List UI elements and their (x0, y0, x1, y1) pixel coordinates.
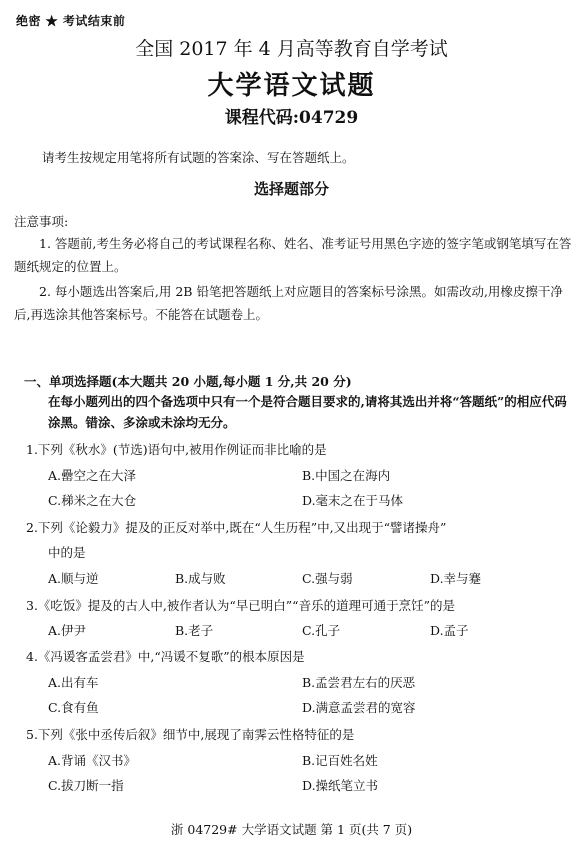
option: B.成与败 (175, 571, 226, 586)
option: C.食有鱼 (48, 700, 99, 715)
attention-item: 2. 每小题选出答案后,用 2B 铅笔把答题纸上对应题目的答案标号涂黑。如需改动,用橡皮擦干净后,再选涂其他答案标号。不能答在试题卷上。 (14, 284, 563, 322)
option: C.稊米之在大仓 (48, 493, 137, 508)
option: B.中国之在海内 (302, 468, 391, 483)
part-heading: 一、单项选择题(本大题共 20 小题,每小题 1 分,共 20 分) (24, 374, 352, 389)
option: B.老子 (175, 623, 214, 638)
option: C.拔刀断一指 (48, 778, 124, 793)
option: D.幸与蹇 (430, 571, 482, 586)
option: A.顺与逆 (48, 571, 99, 586)
question-stem: 5.下列《张中丞传后叙》细节中,展现了南霁云性格特征的是 (26, 727, 355, 742)
question-stem: 1.下列《秋水》(节选)语句中,被用作例证而非比喻的是 (26, 442, 327, 457)
question-stem: 2.下列《论毅力》提及的正反对举中,既在“人生历程”中,又出现于“譬诸操舟” (26, 520, 447, 535)
answer-notice: 请考生按规定用笔将所有试题的答案涂、写在答题纸上。 (42, 150, 355, 165)
option: C.强与弱 (302, 571, 353, 586)
option: D.孟子 (430, 623, 469, 638)
option: B.记百姓名姓 (302, 753, 378, 768)
question-stem: 4.《冯谖客孟尝君》中,“冯谖不复歌”的根本原因是 (26, 649, 305, 664)
exam-title: 大学语文试题 (207, 71, 376, 101)
course-code: 课程代码:04729 (224, 108, 359, 128)
option: D.操纸笔立书 (302, 778, 379, 793)
option: B.孟尝君左右的厌恶 (302, 675, 416, 690)
attention-item: 1. 答题前,考生务必将自己的考试课程名称、姓名、准考证号用黑色字迹的签字笔或钢笔填写在答题纸规定的位置上。 (14, 236, 572, 274)
option: C.孔子 (302, 623, 341, 638)
option: D.满意孟尝君的宽容 (302, 700, 416, 715)
section-title: 选择题部分 (253, 180, 329, 198)
part-instruction: 在每小题列出的四个备选项中只有一个是符合题目要求的,请将其选出并将“答题纸”的相应代码涂黑。错涂、多涂或未涂均无分。 (48, 394, 567, 430)
option: D.毫末之在于马体 (302, 493, 404, 508)
option: A.出有车 (48, 675, 99, 690)
question-stem-continued: 中的是 (48, 545, 86, 560)
exam-session-line: 全国 2017 年 4 月高等教育自学考试 (135, 38, 448, 60)
question-stem: 3.《吃饭》提及的古人中,被作者认为“早已明白”“音乐的道理可通于烹饪”的是 (26, 598, 455, 613)
option: A.罍空之在大泽 (48, 468, 137, 483)
attention-heading: 注意事项: (14, 214, 69, 229)
page-footer: 浙 04729# 大学语文试题 第 1 页(共 7 页) (170, 822, 413, 837)
option: A.伊尹 (48, 623, 87, 638)
confidential-mark: 绝密 ★ 考试结束前 (16, 14, 126, 28)
option: A.背诵《汉书》 (48, 753, 137, 768)
